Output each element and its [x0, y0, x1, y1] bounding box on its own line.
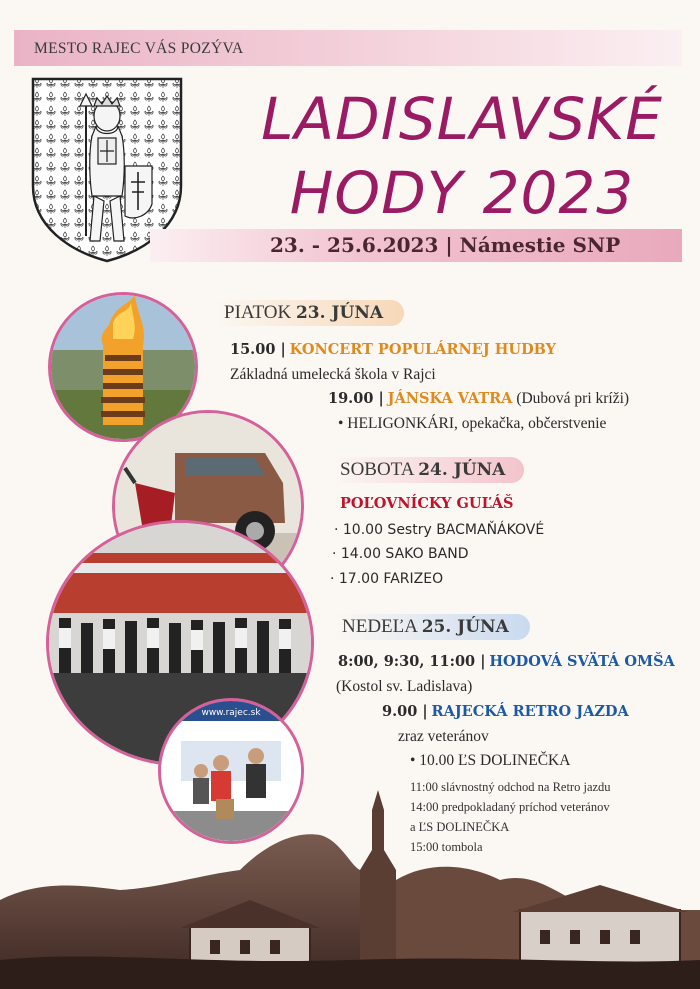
- event-line: Základná umelecká škola v Rajci: [230, 366, 436, 383]
- event-line: · 10.00 Sestry BACMAŇÁKOVÉ: [334, 522, 545, 538]
- event-note: (Dubová pri kríži): [516, 390, 630, 407]
- event-line: 14:00 predpokladaný príchod veteránov: [410, 800, 610, 814]
- day-prefix: NEDEĽA: [342, 616, 417, 637]
- event-title-mass: HODOVÁ SVÄTÁ OMŠA: [489, 653, 675, 670]
- event-time: 8:00, 9:30, 11:00 |: [338, 653, 486, 670]
- event-time: 15.00 |: [230, 341, 286, 358]
- event-title-bonfire: JÁNSKA VATRA: [387, 390, 513, 407]
- event-title: [252, 82, 672, 230]
- event-time: 9.00 |: [382, 703, 428, 720]
- event-line: • HELIGONKÁRI, opekačka, občerstvenie: [338, 415, 607, 432]
- event-title-goulash: POĽOVNÍCKY GUĽÁŠ: [340, 495, 514, 512]
- event-line: 11:00 slávnostný odchod na Retro jazdu: [410, 780, 611, 794]
- event-line: (Kostol sv. Ladislava): [336, 678, 473, 695]
- event-title-concert: KONCERT POPULÁRNEJ HUDBY: [289, 341, 556, 358]
- event-line: [230, 341, 556, 359]
- day-prefix: PIATOK: [224, 302, 292, 323]
- date-location: 23. - 25.6.2023 | Námestie SNP: [270, 233, 621, 257]
- day-header-friday: [218, 300, 404, 326]
- town-silhouette: [0, 790, 700, 989]
- day-date: 24. JÚNA: [418, 460, 506, 480]
- event-line: a ĽS DOLINEČKA: [410, 820, 510, 834]
- day-date: 23. JÚNA: [295, 303, 384, 323]
- event-line: [338, 653, 675, 671]
- event-line: • 10.00 ĽS DOLINEČKA: [410, 752, 571, 769]
- event-line: [382, 703, 629, 721]
- event-line: zraz veteránov: [398, 728, 489, 745]
- event-line: · 14.00 SAKO BAND: [332, 546, 469, 562]
- event-line: [340, 495, 514, 513]
- day-date: 25. JÚNA: [421, 617, 509, 637]
- event-title-retro-ride: RAJECKÁ RETRO JAZDA: [431, 703, 629, 720]
- day-header-sunday: [336, 614, 530, 640]
- invite-text: MESTO RAJEC VÁS POZÝVA: [34, 40, 244, 57]
- day-header-saturday: [334, 457, 524, 483]
- banner-text: www.rajec.sk: [201, 708, 261, 718]
- event-line: [328, 390, 629, 408]
- day-prefix: SOBOTA: [340, 459, 414, 480]
- title-line-2: HODY 2023: [289, 159, 635, 227]
- event-time: 19.00 |: [328, 390, 384, 407]
- event-line: 15:00 tombola: [410, 840, 483, 854]
- event-line: · 17.00 FARIZEO: [330, 571, 444, 587]
- title-line-1: LADISLAVSKÉ: [261, 85, 663, 153]
